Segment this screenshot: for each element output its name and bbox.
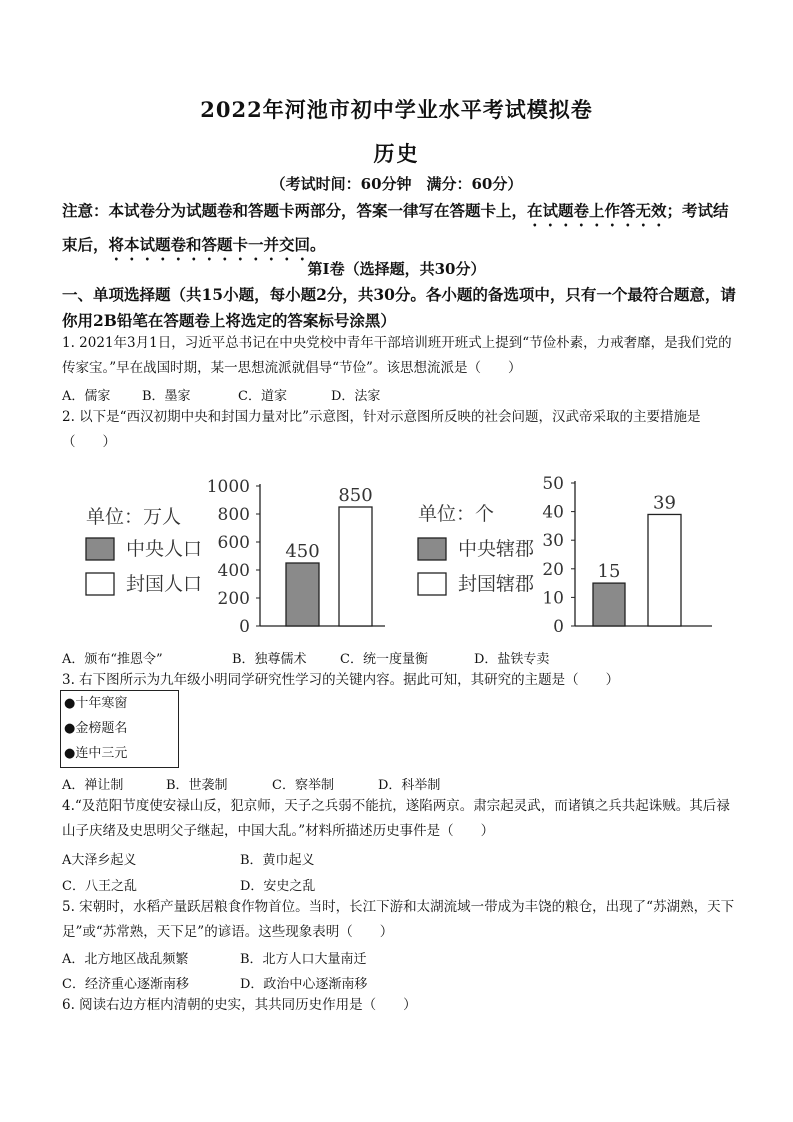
y-tick-label: 200 [217,589,250,609]
question-6-text: 6. 阅读右边方框内清朝的史实，其共同历史作用是（ ） [62,997,417,1013]
unit-label: 单位：万人 [86,506,182,528]
data-label: 39 [653,492,676,514]
legend-swatch [418,538,446,560]
y-tick-label: 600 [217,533,250,553]
notice [62,196,742,264]
option-d: D．政治中心逐渐南移 [240,977,368,992]
y-tick-label: 10 [542,588,564,609]
option-c: C．经济重心逐渐南移 [62,977,189,992]
legend-label: 中央人口 [126,538,203,560]
bar [339,507,372,626]
commandery-chart [418,474,712,637]
data-label: 450 [285,541,320,562]
question-2-text: 2. 以下是“西汉初期中央和封国力量对比”示意图，针对示意图所反映的社会问题，汉武帝采取的主要措施是（ ） [62,409,701,450]
question-4-options-row2 [62,875,742,894]
y-tick-label: 400 [217,561,250,581]
option-a: A．北方地区战乱频繁 [62,952,189,967]
question-3-options [62,774,742,793]
question-2-options [62,648,742,667]
question-1-options [62,385,742,404]
option-a: A．颁布“推恩令” [62,652,163,667]
y-tick-label: 50 [542,474,564,494]
option-c: C．统一度量衡 [340,652,428,667]
option-a: A．禅让制 [62,778,124,793]
notice-emphasis-1: 在试题卷上作答无效 [527,201,667,220]
force-comparison-charts [60,468,750,646]
paper-title: 2022年河池市初中学业水平考试模拟卷 [200,97,593,122]
population-chart [86,477,385,637]
option-a: A大泽乡起义 [62,853,137,868]
legend-swatch [86,573,114,595]
option-b: B．黄巾起义 [240,853,315,868]
section-instructions: 一、单项选择题（共15小题，每小题2分，共30分。各小题的备选项中，只有一个最符合题意，请你用2B铅笔在答题卷上将选定的答案标号涂黑） [62,285,736,330]
bar [286,563,319,626]
y-tick-label: 30 [542,531,564,552]
question-1-text: 1. 2021年3月1日，习近平总书记在中央党校中青年干部培训班开班式上提到“节俭朴素，力戒奢靡，是我们党的传家宝。”早在战国时期，某一思想流派就倡导“节俭”。该思想流派是（ ） [62,335,732,376]
question-4-options-row1 [62,849,742,868]
key-item: ●连中三元 [64,746,128,761]
y-tick-label: 0 [553,617,564,637]
option-d: D．安史之乱 [240,879,316,894]
data-label: 15 [597,561,621,583]
option-c: C．八王之乱 [62,879,137,894]
section-title: 第Ⅰ卷（选择题，共30分） [307,260,486,278]
legend-label: 中央辖郡 [458,538,535,560]
notice-mid: ；考试结束后， [62,201,729,254]
option-b: B．世袭制 [166,778,228,793]
unit-label: 单位：个 [418,503,495,525]
bar [593,583,625,626]
option-c: C．察举制 [272,778,334,793]
key-item: ●金榜题名 [64,721,128,736]
exam-info: （考试时间：60分钟 满分：60分） [270,175,523,193]
question-5-options-row2 [62,973,742,992]
notice-prefix: 注意：本试卷分为试题卷和答题卡两部分，答案一律写在答题卡上， [62,201,528,220]
y-tick-label: 20 [542,559,564,580]
legend-swatch [418,573,446,595]
notice-emphasis-2: 将本试题卷和答题卡一并交回 [108,235,311,254]
y-tick-label: 0 [239,617,250,637]
option-b: B．墨家 [142,389,191,404]
option-a: A．儒家 [62,389,111,404]
option-d: D．法家 [331,389,381,404]
option-b: B．北方人口大量南迁 [240,952,367,967]
option-d: D．科举制 [378,778,441,793]
question-5-options-row1 [62,948,742,967]
option-c: C．道家 [238,389,287,404]
option-d: D．盐铁专卖 [474,652,550,667]
y-tick-label: 40 [542,502,564,523]
option-b: B．独尊儒术 [232,652,307,667]
data-label: 850 [338,485,373,506]
notice-suffix: 。 [310,235,326,254]
y-tick-label: 1000 [206,477,250,497]
bar [648,514,681,626]
legend-swatch [86,538,114,560]
key-item: ●十年寒窗 [64,696,128,711]
y-tick-label: 800 [217,505,250,525]
key-content-box [60,690,179,768]
question-4-text: 4.“及范阳节度使安禄山反，犯京师，天子之兵弱不能抗，遂陷两京。肃宗起灵武，而诸镇之兵共起诛贼。其后禄山子庆绪及史思明父子继起，中国大乱。”材料所描述历史事件是（ ） [62,798,730,839]
legend-label: 封国辖郡 [458,573,535,595]
paper-subject: 历史 [373,141,420,166]
legend-label: 封国人口 [126,573,203,595]
question-5-text: 5. 宋朝时，水稻产量跃居粮食作物首位。当时，长江下游和太湖流域一带成为丰饶的粮仓，出现了“苏湖熟，天下足”或“苏常熟，天下足”的谚语。这些现象表明（ ） [62,899,735,940]
question-3-text: 3. 右下图所示为九年级小明同学研究性学习的关键内容。据此可知，其研究的主题是（ ） [62,672,620,688]
